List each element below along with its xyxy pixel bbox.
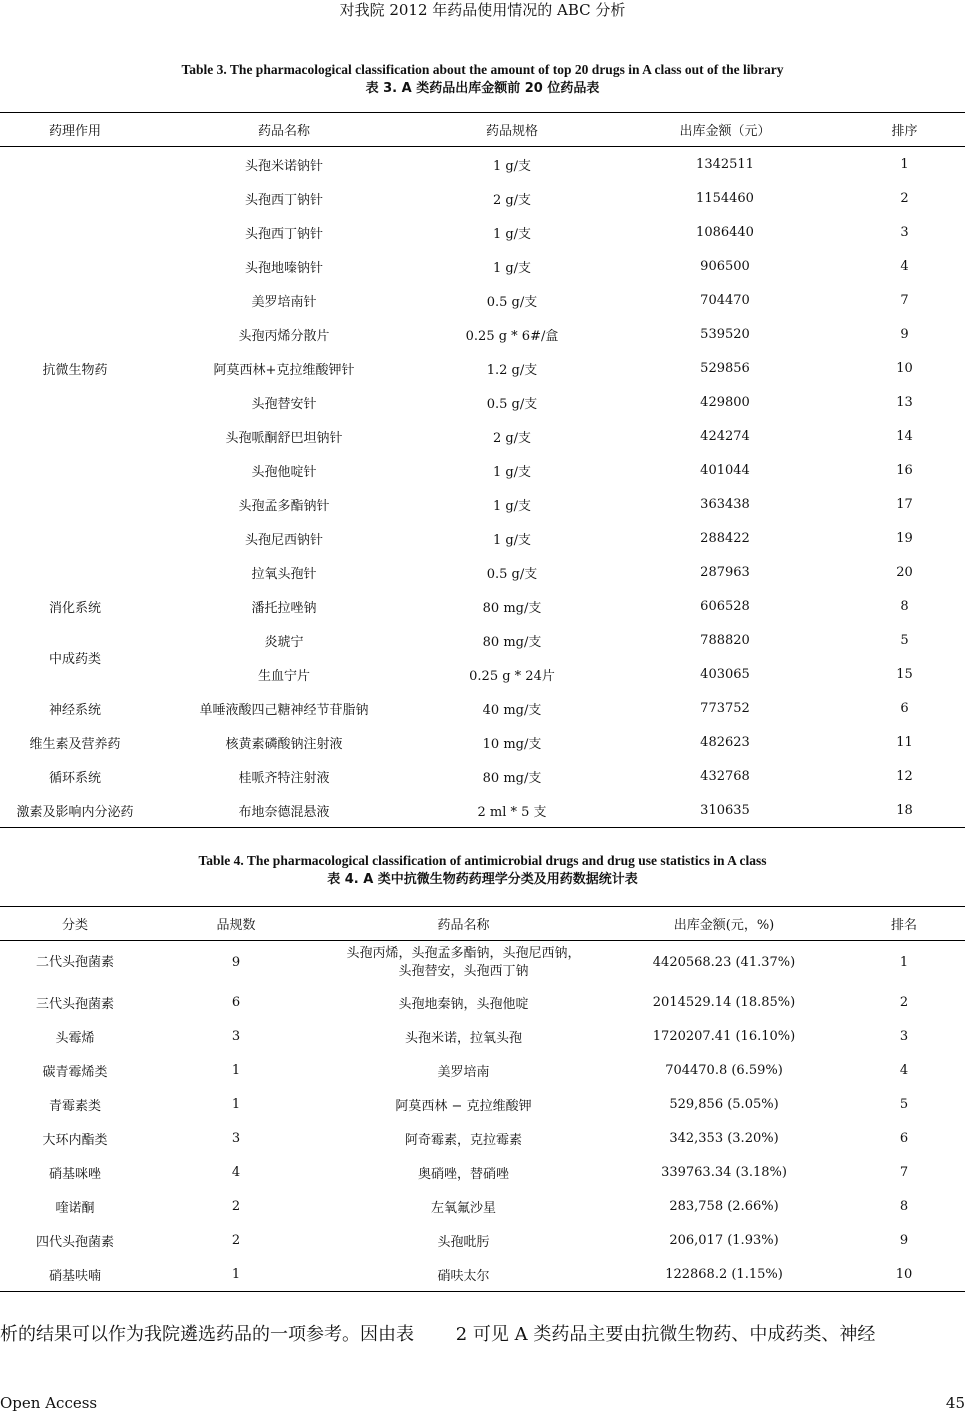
table3-cell: 19 [896,530,913,546]
table4-cell: 2 [231,1232,241,1248]
table4-cell: 二代头孢菌素 [35,955,114,970]
table3-cell: 11 [896,734,913,750]
table-row [0,623,965,657]
table3-category-cell: 循环系统 [48,770,101,786]
table3-caption-cn: 表 3. A 类药品出库金额前 20 位药品表 [365,81,600,96]
table3-cell: 8 [900,598,909,614]
table4-cell: 122868.2 (1.15%) [605,1257,843,1292]
table4-cell: 阿莫西林 − 克拉维酸钾 [395,1098,532,1114]
table3-cell: 1 g/支 [492,158,532,174]
table-row [0,793,965,828]
table4 [0,906,965,1292]
table4-cell: 头霉烯 [55,1030,95,1046]
table3-cell: 429800 [700,394,750,410]
table3-cell: 单唾液酸四己糖神经节苷脂钠 [199,702,369,718]
table3-cell: 20 [896,564,913,580]
table4-cell: 奥硝唑，替硝唑 [417,1166,509,1182]
table3-cell: 7 [900,292,909,308]
table4-caption [0,851,965,889]
table3-header-cell: 药理作用 [0,113,150,147]
table-row [0,1257,965,1292]
table3-cell: 布地奈德混悬液 [150,793,418,828]
table4-drug-names-line: 头孢丙烯，头孢孟多酯钠，头孢尼西钠， [346,946,581,961]
table3-cell: 1 g/支 [492,498,532,514]
table4-header-cell: 出库金额(元，%) [605,907,843,941]
table3-header-cell: 药品名称 [150,113,418,147]
table3-cell: 80 mg/支 [482,600,542,616]
table4-cell: 283,758 (2.66%) [669,1198,779,1214]
table4-cell: 342,353 (3.20%) [669,1130,779,1146]
table4-cell: 8 [899,1198,909,1214]
table4-cell: 6 [899,1130,909,1146]
table4-caption-cn: 表 4. A 类中抗微生物药药理学分类及用药数据统计表 [327,872,638,887]
table4-cell: 四代头孢菌素 [35,1234,114,1250]
table3-cell: 788820 [700,632,750,648]
table3-cell: 906500 [700,258,750,274]
table4-cell: 4 [231,1164,241,1180]
table3-category-cell: 抗微生物药 [42,362,108,378]
table3-cell: 9 [900,326,909,342]
table3-cell: 拉氧头孢针 [251,566,317,582]
table3-cell: 3 [900,224,909,240]
table4-header-cell: 排名 [843,907,965,941]
table3-category-cell: 消化系统 [48,600,101,616]
table-row [0,759,965,793]
table3-cell: 2 [900,190,909,206]
table3-cell: 0.5 g/支 [486,566,538,582]
table3-cell: 424274 [700,428,750,444]
footer-journal: Open Access [0,1394,98,1412]
table4-cell: 三代头孢菌素 [35,996,114,1012]
table3-cell: 5 [900,632,909,648]
table4-cell: 6 [231,994,241,1010]
table4-cell: 1 [231,1096,241,1112]
table4-cell: 2 [231,1198,241,1214]
table3-cell: 432768 [700,768,750,784]
table3-cell: 0.5 g/支 [486,396,538,412]
table3-cell: 403065 [700,666,750,682]
table3-header-cell: 出库金额（元） [606,113,844,147]
table4-cell: 7 [899,1164,909,1180]
table4-cell: 9 [231,955,241,970]
table4-cell [322,941,605,986]
table4-cell: 529,856 (5.05%) [669,1096,779,1112]
table4-cell: 阿奇霉素，克拉霉素 [404,1132,522,1148]
table4-cell: 头孢吡肟 [437,1234,490,1250]
footer-page-number: 45 [945,1394,965,1412]
table3-cell: 潘托拉唑钠 [251,600,317,616]
table3-cell: 529856 [700,360,750,376]
table3-cell: 6 [900,700,909,716]
table3-cell: 287963 [700,564,750,580]
table3-cell: 头孢替安针 [251,396,317,412]
table-row [0,941,965,986]
table4-cell: 大环内酯类 [42,1132,108,1148]
table3-cell: 1086440 [696,224,754,240]
table3-cell: 阿莫西林+克拉维酸钾针 [213,362,355,378]
table3 [0,112,965,828]
table4-cell: 喹诺酮 [55,1200,95,1216]
table4-cell: 4420568.23 (41.37%) [652,955,796,970]
table-row [0,1053,965,1087]
table-row [0,691,965,725]
table-row [0,1189,965,1223]
table3-caption-en: Table 3. The pharmacological classification about the amount of top 20 drugs in A class out of the library [181,62,784,77]
table4-cell: 硝基呋喃 [0,1257,150,1292]
table4-cell: 5 [899,1096,909,1112]
table3-cell: 头孢西丁钠针 [244,192,323,208]
table3-cell: 288422 [700,530,750,546]
table4-cell: 9 [899,1232,909,1248]
table-row [0,1155,965,1189]
table3-cell: 1.2 g/支 [486,362,538,378]
table4-cell: 10 [843,1257,965,1292]
table3-cell: 2 g/支 [492,192,532,208]
table-row [0,1121,965,1155]
table-row [0,147,965,182]
table3-cell: 4 [900,258,909,274]
table4-cell: 3 [899,1028,909,1044]
table3-cell: 12 [896,768,913,784]
table4-cell: 3 [231,1130,241,1146]
table3-cell: 1 [900,156,909,172]
table3-cell: 363438 [700,496,750,512]
table3-category-cell: 维生素及营养药 [29,736,121,752]
table4-header-cell: 品规数 [150,907,322,941]
table4-cell: 704470.8 (6.59%) [665,1062,783,1078]
table4-cell: 3 [231,1028,241,1044]
table3-cell: 1154460 [696,190,754,206]
table3-cell: 头孢西丁钠针 [244,226,323,242]
table4-cell: 头孢米诺，拉氧头孢 [404,1030,522,1046]
table3-cell: 头孢他啶针 [251,464,317,480]
table3-cell: 80 mg/支 [482,634,542,650]
table4-cell: 1720207.41 (16.10%) [652,1028,796,1044]
table4-cell: 1 [231,1062,241,1078]
table3-cell: 80 mg/支 [482,770,542,786]
table3-cell: 40 mg/支 [482,702,542,718]
table3-cell: 1 g/支 [492,260,532,276]
table3-cell: 10 [896,360,913,376]
table4-cell: 左氧氟沙星 [430,1200,496,1216]
running-head: 对我院 2012 年药品使用情况的 ABC 分析 [339,1,626,19]
table3-cell: 482623 [700,734,750,750]
table3-cell: 头孢地嗪钠针 [244,260,323,276]
table-row [0,725,965,759]
table-row [0,1087,965,1121]
table3-cell: 18 [844,793,965,828]
table3-cell: 生血宁片 [257,668,310,684]
table4-cell: 美罗培南 [437,1064,490,1080]
table3-cell: 704470 [700,292,750,308]
table3-cell: 头孢丙烯分散片 [238,328,330,344]
table-row [0,1223,965,1257]
table4-cell: 硝呋太尔 [322,1257,605,1292]
table4-caption-en: Table 4. The pharmacological classification of antimicrobial drugs and drug use statistics in A class [198,853,767,868]
table3-header-cell: 排序 [844,113,965,147]
table3-cell: 1 g/支 [492,464,532,480]
table3-cell: 539520 [700,326,750,342]
table3-cell: 核黄素磷酸钠注射液 [225,736,343,752]
table-row [0,985,965,1019]
table-row [0,1019,965,1053]
table3-cell: 606528 [700,598,750,614]
table3-cell: 14 [896,428,913,444]
table4-cell: 339763.34 (3.18%) [661,1164,787,1180]
table4-cell: 头孢地秦钠，头孢他啶 [398,996,529,1012]
table3-cell: 炎琥宁 [264,634,304,650]
table4-cell: 硝基咪唑 [48,1166,101,1182]
body-paragraph: 析的结果可以作为我院遴选药品的一项参考。因由表 2 可见 A 类药品主要由抗微生物药、中成药类、神经 [0,1324,876,1345]
table4-cell: 2014529.14 (18.85%) [652,994,796,1010]
table-row [0,589,965,623]
table3-category-cell: 中成药类 [48,651,101,667]
table4-cell: 碳青霉烯类 [42,1064,108,1080]
table4-drug-names-line: 头孢替安，头孢西丁钠 [398,964,529,979]
table3-category-cell: 激素及影响内分泌药 [0,793,150,828]
table3-cell: 0.25 g * 6#/盒 [465,328,559,344]
table3-category-cell: 神经系统 [48,702,101,718]
table3-cell: 0.25 g * 24片 [469,668,555,684]
table3-cell: 1 g/支 [492,532,532,548]
table3-cell: 16 [896,462,913,478]
table3-cell: 头孢尼西钠针 [244,532,323,548]
table4-cell: 1 [150,1257,322,1292]
table3-cell: 773752 [700,700,750,716]
table3-cell: 头孢米诺钠针 [244,158,323,174]
table3-cell: 1 g/支 [492,226,532,242]
table3-cell: 头孢孟多酯钠针 [238,498,330,514]
table4-cell: 青霉素类 [48,1098,101,1114]
table3-cell: 17 [896,496,913,512]
table3-cell: 1342511 [696,156,754,172]
table4-cell: 1 [899,955,909,970]
table4-cell: 4 [899,1062,909,1078]
table4-header-cell: 药品名称 [322,907,605,941]
table3-cell: 美罗培南针 [251,294,317,310]
table3-cell: 401044 [700,462,750,478]
table3-header-cell: 药品规格 [418,113,606,147]
table4-cell: 2 [899,994,909,1010]
table3-cell: 10 mg/支 [482,736,542,752]
table3-cell: 13 [896,394,913,410]
table3-cell: 0.5 g/支 [486,294,538,310]
table4-cell: 206,017 (1.93%) [669,1232,779,1248]
table4-header-cell: 分类 [0,907,150,941]
table3-cell: 310635 [606,793,844,828]
table3-caption [0,60,965,98]
table3-cell: 头孢哌酮舒巴坦钠针 [225,430,343,446]
table3-cell: 桂哌齐特注射液 [238,770,330,786]
table3-cell: 15 [896,666,913,682]
table3-cell: 2 ml * 5 支 [418,793,606,828]
table3-cell: 2 g/支 [492,430,532,446]
